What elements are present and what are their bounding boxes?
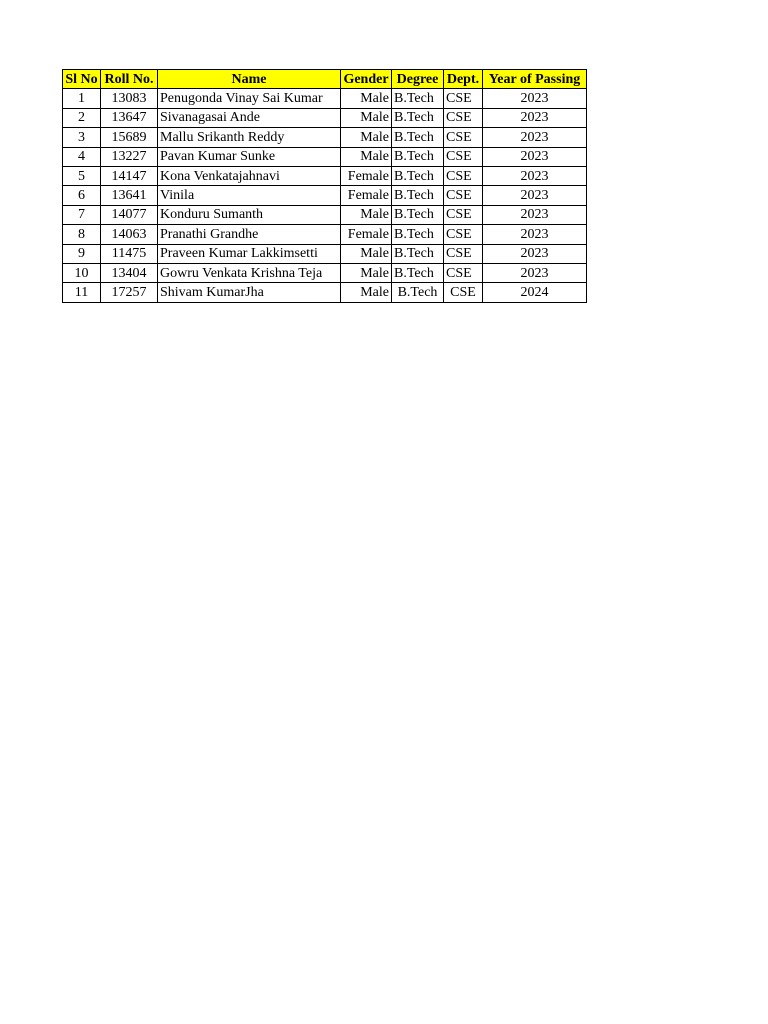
- table-row: [63, 186, 587, 205]
- cell-sl-no: 8: [63, 225, 101, 244]
- cell-gender: Male: [341, 263, 392, 282]
- table-row: [63, 244, 587, 263]
- cell-name: Pranathi Grandhe: [158, 225, 341, 244]
- header-year: Year of Passing: [483, 70, 587, 89]
- cell-gender: Male: [341, 244, 392, 263]
- cell-year: 2023: [483, 205, 587, 224]
- cell-degree: B.Tech: [392, 263, 444, 282]
- cell-sl-no: 6: [63, 186, 101, 205]
- cell-roll-no: 14077: [101, 205, 158, 224]
- header-degree: Degree: [392, 70, 444, 89]
- cell-degree: B.Tech: [392, 128, 444, 147]
- student-table: [62, 69, 587, 303]
- cell-year: 2023: [483, 89, 587, 108]
- cell-degree: B.Tech: [392, 225, 444, 244]
- cell-sl-no: 9: [63, 244, 101, 263]
- header-roll-no: Roll No.: [101, 70, 158, 89]
- cell-sl-no: 10: [63, 263, 101, 282]
- header-sl-no: Sl No: [63, 70, 101, 89]
- cell-degree: B.Tech: [392, 108, 444, 127]
- cell-year: 2024: [483, 283, 587, 302]
- cell-dept: CSE: [444, 263, 483, 282]
- student-list-sheet: [62, 69, 587, 303]
- cell-gender: Male: [341, 128, 392, 147]
- cell-sl-no: 4: [63, 147, 101, 166]
- cell-dept: CSE: [444, 89, 483, 108]
- cell-degree: B.Tech: [392, 89, 444, 108]
- cell-roll-no: 14147: [101, 166, 158, 185]
- cell-year: 2023: [483, 166, 587, 185]
- header-gender: Gender: [341, 70, 392, 89]
- cell-name: Konduru Sumanth: [158, 205, 341, 224]
- cell-dept: CSE: [444, 147, 483, 166]
- cell-sl-no: 11: [63, 283, 101, 302]
- table-row: [63, 225, 587, 244]
- cell-gender: Female: [341, 186, 392, 205]
- cell-roll-no: 15689: [101, 128, 158, 147]
- cell-dept: CSE: [444, 108, 483, 127]
- cell-degree: B.Tech: [392, 166, 444, 185]
- cell-dept: CSE: [444, 283, 483, 302]
- cell-gender: Male: [341, 147, 392, 166]
- cell-sl-no: 2: [63, 108, 101, 127]
- cell-roll-no: 13641: [101, 186, 158, 205]
- cell-name: Praveen Kumar Lakkimsetti: [158, 244, 341, 263]
- cell-name: Gowru Venkata Krishna Teja: [158, 263, 341, 282]
- cell-degree: B.Tech: [392, 147, 444, 166]
- header-dept: Dept.: [444, 70, 483, 89]
- cell-dept: CSE: [444, 225, 483, 244]
- table-row: [63, 128, 587, 147]
- cell-gender: Male: [341, 89, 392, 108]
- cell-degree: B.Tech: [392, 244, 444, 263]
- cell-year: 2023: [483, 147, 587, 166]
- cell-sl-no: 7: [63, 205, 101, 224]
- cell-dept: CSE: [444, 128, 483, 147]
- cell-dept: CSE: [444, 244, 483, 263]
- cell-gender: Male: [341, 108, 392, 127]
- cell-dept: CSE: [444, 166, 483, 185]
- cell-degree: B.Tech: [392, 283, 444, 302]
- cell-year: 2023: [483, 128, 587, 147]
- cell-roll-no: 17257: [101, 283, 158, 302]
- cell-dept: CSE: [444, 205, 483, 224]
- cell-roll-no: 11475: [101, 244, 158, 263]
- cell-sl-no: 1: [63, 89, 101, 108]
- cell-sl-no: 5: [63, 166, 101, 185]
- cell-name: Mallu Srikanth Reddy: [158, 128, 341, 147]
- table-row: [63, 263, 587, 282]
- header-name: Name: [158, 70, 341, 89]
- cell-dept: CSE: [444, 186, 483, 205]
- cell-name: Vinila: [158, 186, 341, 205]
- cell-gender: Female: [341, 166, 392, 185]
- cell-gender: Male: [341, 205, 392, 224]
- table-row: [63, 147, 587, 166]
- cell-year: 2023: [483, 263, 587, 282]
- cell-roll-no: 13083: [101, 89, 158, 108]
- cell-name: Sivanagasai Ande: [158, 108, 341, 127]
- cell-year: 2023: [483, 225, 587, 244]
- cell-year: 2023: [483, 186, 587, 205]
- cell-gender: Female: [341, 225, 392, 244]
- cell-roll-no: 14063: [101, 225, 158, 244]
- cell-sl-no: 3: [63, 128, 101, 147]
- cell-name: Penugonda Vinay Sai Kumar: [158, 89, 341, 108]
- cell-roll-no: 13404: [101, 263, 158, 282]
- cell-degree: B.Tech: [392, 205, 444, 224]
- cell-name: Pavan Kumar Sunke: [158, 147, 341, 166]
- table-row: [63, 283, 587, 302]
- cell-year: 2023: [483, 244, 587, 263]
- cell-name: Kona Venkatajahnavi: [158, 166, 341, 185]
- cell-gender: Male: [341, 283, 392, 302]
- table-row: [63, 166, 587, 185]
- cell-year: 2023: [483, 108, 587, 127]
- cell-name: Shivam KumarJha: [158, 283, 341, 302]
- cell-roll-no: 13227: [101, 147, 158, 166]
- table-row: [63, 205, 587, 224]
- cell-roll-no: 13647: [101, 108, 158, 127]
- table-row: [63, 89, 587, 108]
- header-row: [63, 70, 587, 89]
- cell-degree: B.Tech: [392, 186, 444, 205]
- table-row: [63, 108, 587, 127]
